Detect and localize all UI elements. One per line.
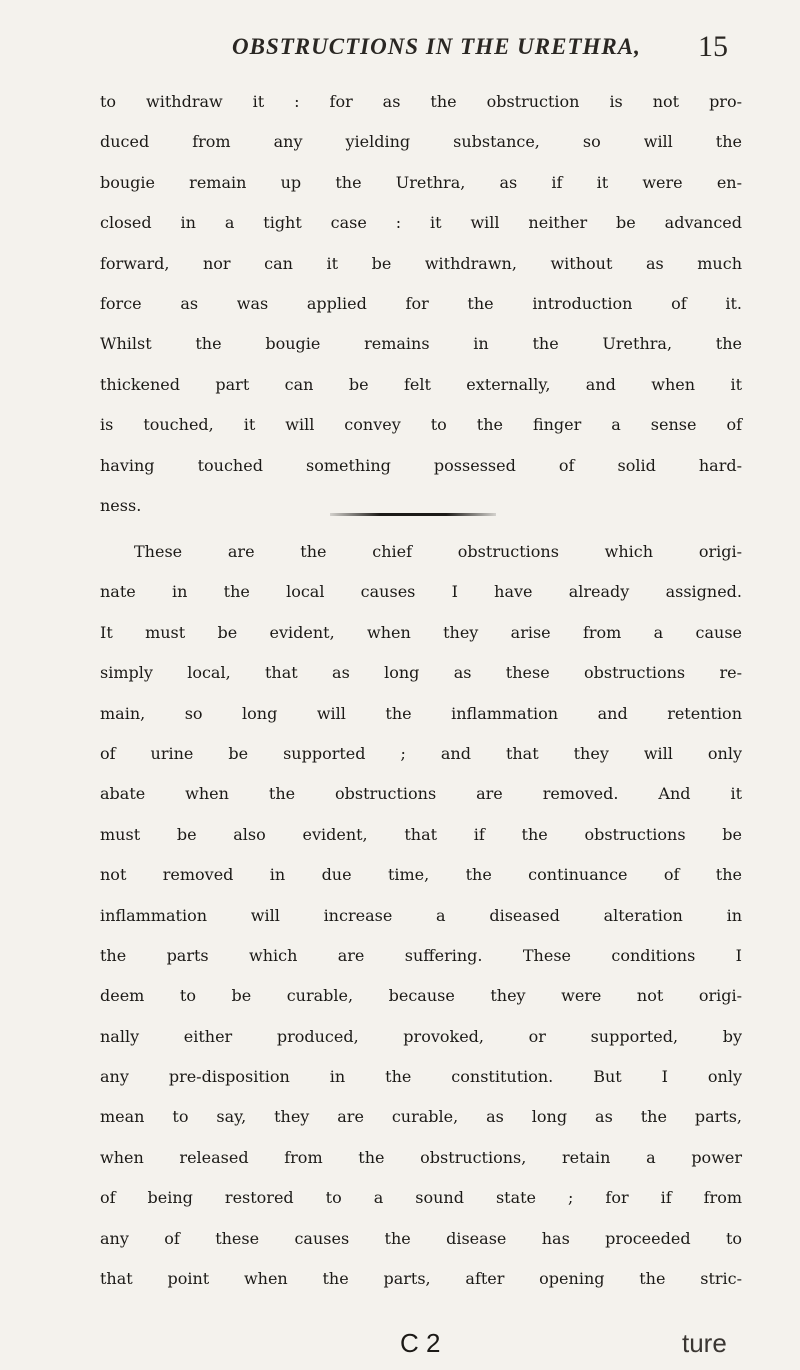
text-line: duced from any yielding substance, so will the (100, 132, 742, 152)
running-head (0, 30, 800, 70)
text-line: is touched, it will convey to the finger a sense of (100, 415, 742, 435)
paragraph-2 (100, 532, 742, 1299)
page-number: 15 (698, 30, 728, 63)
text-line: any of these causes the disease has proceeded to (100, 1228, 742, 1248)
text-line: ness. (100, 495, 142, 515)
text-line: nally either produced, provoked, or supported, by (100, 1026, 742, 1046)
text-line: thickened part can be felt externally, and when it (100, 374, 742, 394)
catchword: ture (682, 1328, 727, 1358)
text-line: force as was applied for the introduction of it. (100, 293, 742, 313)
text-line: forward, nor can it be withdrawn, without as much (100, 253, 742, 273)
text-line: abate when the obstructions are removed. And it (100, 784, 742, 804)
paragraph-1 (100, 82, 742, 526)
text-line: to withdraw it : for as the obstruction is not pro- (100, 92, 742, 111)
text-line: mean to say, they are curable, as long as the parts, (100, 1107, 742, 1127)
text-line: having touched something possessed of solid hard- (100, 455, 742, 475)
text-line: main, so long will the inflammation and retention (100, 703, 742, 723)
running-title: OBSTRUCTIONS IN THE URETHRA, (232, 34, 641, 59)
signature-mark: C 2 (400, 1328, 441, 1358)
text-line: Whilst the bougie remains in the Urethra, the (100, 334, 742, 354)
text-line: when released from the obstructions, retain a power (100, 1147, 742, 1167)
text-line: the parts which are suffering. These conditions I (100, 945, 742, 965)
text-line: inflammation will increase a diseased alteration in (100, 905, 742, 925)
text-line: closed in a tight case : it will neither be advanced (100, 213, 742, 233)
text-line: any pre-disposition in the constitution. But I only (100, 1067, 742, 1087)
text-line: that point when the parts, after opening the stric- (100, 1269, 742, 1289)
text-line: bougie remain up the Urethra, as if it were en- (100, 172, 742, 192)
page-footer (0, 1328, 800, 1368)
text-line: of urine be supported ; and that they will only (100, 743, 742, 763)
text-line: not removed in due time, the continuance of the (100, 865, 742, 885)
text-line: nate in the local causes I have already assigned. (100, 582, 742, 602)
text-line: deem to be curable, because they were not origi- (100, 986, 742, 1006)
section-divider-rule (330, 513, 496, 516)
text-line: These are the chief obstructions which origi- (134, 542, 742, 561)
text-line: simply local, that as long as these obstructions re- (100, 663, 742, 683)
text-line: must be also evident, that if the obstructions be (100, 824, 742, 844)
text-line: of being restored to a sound state ; for if from (100, 1188, 742, 1208)
text-line: It must be evident, when they arise from a cause (100, 622, 742, 642)
